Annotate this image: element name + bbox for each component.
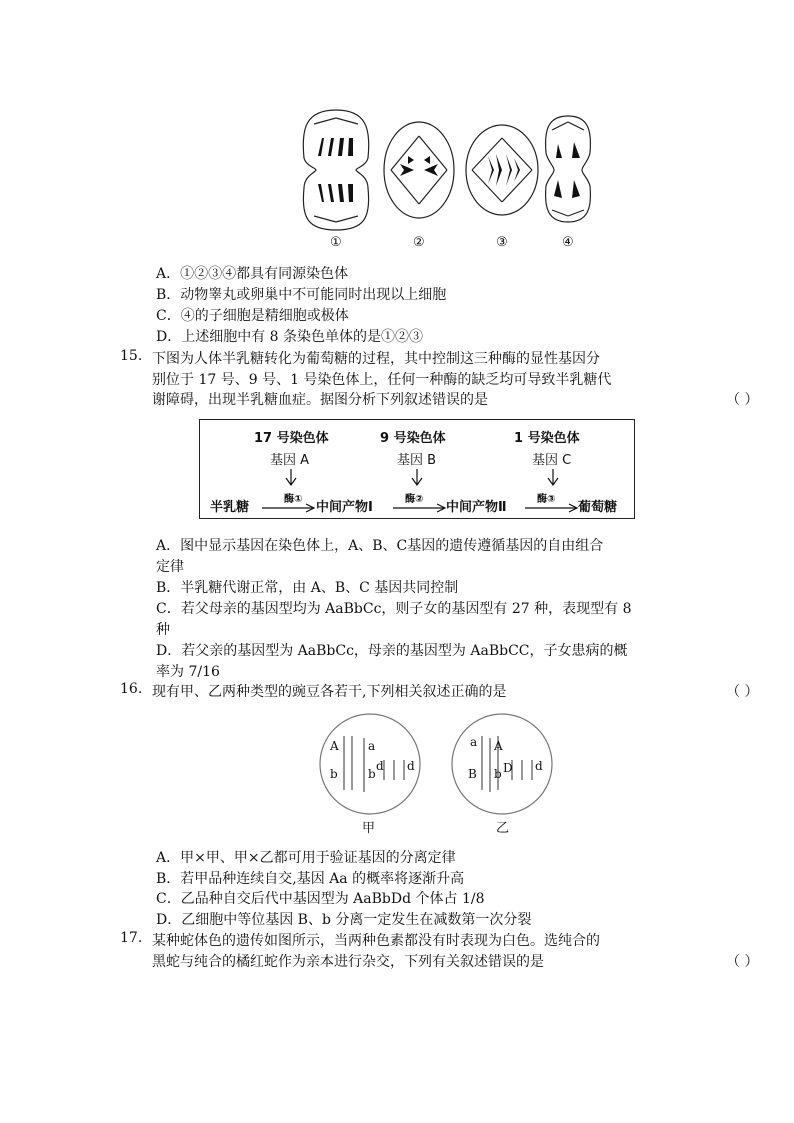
q14-option-d: D．上述细胞中有 8 条染色单体的是①②③ (156, 329, 424, 345)
q15-option-b: B．半乳糖代谢正常，由 A、B、C 基因共同控制 (156, 580, 459, 596)
q16-option-c: C．乙品种自交后代中基因型为 AaBbDd 个体占 1/8 (156, 891, 485, 907)
q16-stem: 现有甲、乙两种类型的豌豆各若干,下列相关叙述正确的是 (152, 684, 507, 700)
q16-option-d: D．乙细胞中等位基因 B、b 分离一定发生在减数第一次分裂 (156, 912, 532, 928)
q16-option-a: A．甲×甲、甲×乙都可用于验证基因的分离定律 (156, 850, 456, 866)
jia-gene-a-lower: a (368, 739, 376, 753)
q14-option-c: C．④的子细胞是精细胞或极体 (156, 308, 349, 324)
q17-number: 17. (120, 930, 143, 946)
gene-c-label: 基因 C (532, 453, 572, 468)
cell-label-4: ④ (562, 235, 574, 250)
cell-jia-label: 甲 (362, 821, 376, 836)
jia-gene-b-2: b (368, 767, 376, 781)
enzyme-3-label: 酶③ (537, 494, 556, 505)
cell-label-2: ② (413, 235, 425, 250)
q15-option-a-cont: 定律 (156, 559, 184, 575)
q17-stem-line-2: 黑蛇与纯合的橘红蛇作为亲本进行杂交，下列有关叙述错误的是 (152, 954, 544, 970)
cell-division-drawing (296, 108, 606, 253)
substance-glucose: 葡萄糖 (578, 500, 618, 515)
cell-division-figure (296, 108, 606, 253)
gene-a-label: 基因 A (270, 453, 310, 468)
q15-option-c: C．若父母亲的基因型均为 AaBbCc，则子女的基因型有 27 种，表现型有 8 (156, 601, 632, 617)
q16-number: 16. (120, 681, 143, 697)
cell-label-3: ③ (496, 235, 508, 250)
substance-intermediate-2: 中间产物Ⅱ (446, 500, 507, 515)
substance-intermediate-1: 中间产物Ⅰ (316, 500, 373, 515)
q15-stem-line-2: 别位于 17 号、9 号、1 号染色体上，任何一种酶的缺乏均可导致半乳糖代 (152, 372, 612, 388)
jia-gene-d-2: d (407, 759, 415, 773)
chromosome-17-label: 17 号染色体 (254, 431, 329, 446)
substance-galactose: 半乳糖 (210, 500, 250, 515)
yi-gene-b-upper: B (468, 767, 477, 781)
yi-gene-d-lower: d (535, 759, 543, 773)
q15-stem-line-3: 谢障碍，出现半乳糖血症。据图分析下列叙述错误的是 (152, 392, 488, 408)
q14-option-b: B．动物睾丸或卵巢中不可能同时出现以上细胞 (156, 287, 447, 303)
galactose-pathway-diagram (199, 419, 635, 519)
cell-label-1: ① (330, 235, 342, 250)
q16-answer-paren: （ ） (726, 684, 759, 700)
q15-option-a: A．图中显示基因在染色体上，A、B、C基因的遗传遵循基因的自由组合 (156, 538, 604, 554)
pea-cells-figure (310, 708, 560, 838)
q14-option-a: A．①②③④都具有同源染色体 (156, 266, 349, 282)
jia-gene-b-1: b (330, 767, 338, 781)
jia-gene-d-1: d (376, 759, 384, 773)
gene-b-label: 基因 B (397, 453, 437, 468)
q17-answer-paren: （ ） (726, 954, 759, 970)
chromosome-9-label: 9 号染色体 (380, 431, 446, 446)
q15-option-c-cont: 种 (156, 622, 170, 638)
q17-stem-line-1: 某种蛇体色的遗传如图所示，当两种色素都没有时表现为白色。选纯合的 (152, 933, 600, 949)
q15-answer-paren: （ ） (726, 392, 759, 408)
q15-option-d-cont: 率为 7/16 (156, 664, 220, 680)
q15-option-d: D．若父亲的基因型为 AaBbCc，母亲的基因型为 AaBbCC，子女患病的概 (156, 643, 628, 659)
enzyme-1-label: 酶① (284, 494, 303, 505)
q15-number: 15. (120, 348, 143, 364)
yi-gene-a-upper: A (494, 739, 503, 753)
pea-cells-drawing (310, 708, 560, 838)
yi-gene-b-lower: b (494, 767, 502, 781)
q16-option-b: B．若甲品种连续自交,基因 Aa 的概率将逐渐升高 (156, 871, 465, 887)
yi-gene-a-lower: a (470, 735, 478, 749)
yi-gene-d-upper: D (503, 761, 513, 775)
q15-stem-line-1: 下图为人体半乳糖转化为葡萄糖的过程，其中控制这三种酶的显性基因分 (152, 351, 600, 367)
jia-gene-a-upper: A (330, 739, 339, 753)
cell-yi-label: 乙 (496, 821, 510, 836)
chromosome-1-label: 1 号染色体 (514, 431, 580, 446)
cell-labels (330, 235, 574, 250)
enzyme-2-label: 酶② (405, 494, 424, 505)
